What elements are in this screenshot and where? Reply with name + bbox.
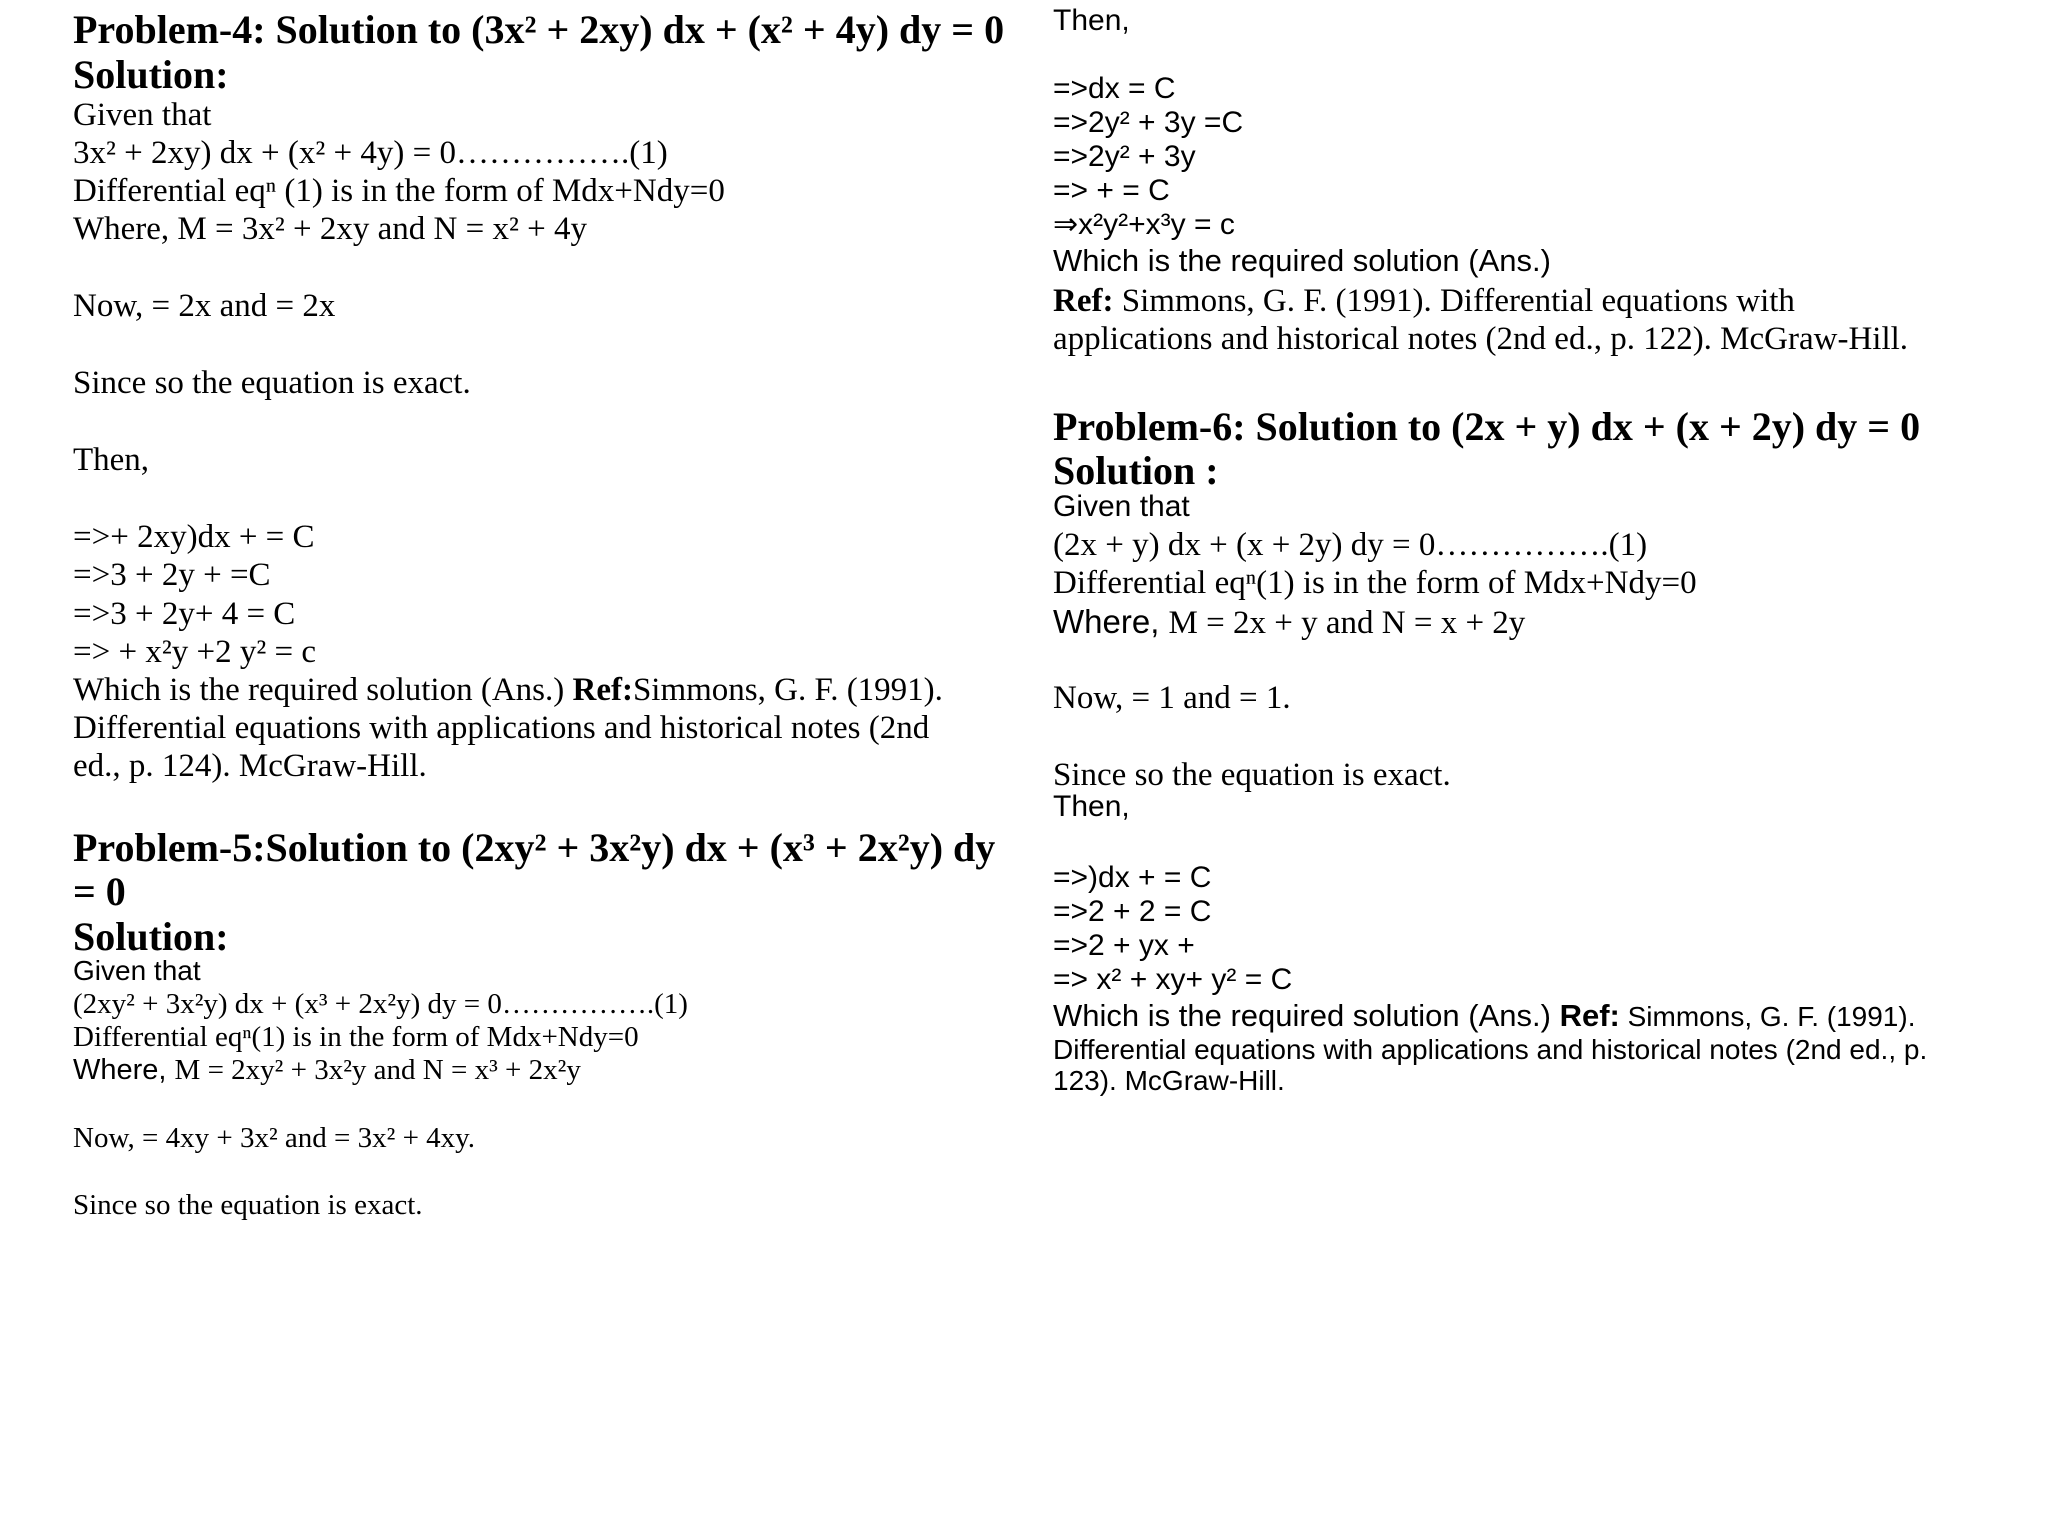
problem4-given: Given that (73, 97, 212, 133)
problem6-given: Given that (1053, 490, 1190, 523)
problem5-step: => + = C (1053, 174, 1170, 207)
where-rest: M = 2xy² + 3x²y and N = x³ + 2x²y (174, 1054, 581, 1086)
problem5-step: =>2y² + 3y =C (1053, 106, 1244, 139)
problem5-then: Then, (1053, 4, 1130, 37)
problem4-answer (73, 674, 943, 707)
ref-text: Simmons, G. F. (1991). Differential equations with (1113, 283, 1795, 319)
problem4-where: Where, M = 3x² + 2xy and N = x² + 4y (73, 211, 587, 247)
problem4-ref-cont: ed., p. 124). McGraw-Hill. (73, 748, 427, 784)
problem4-step: =>+ 2xy)dx + = C (73, 519, 315, 555)
problem6-step: => x² + xy+ y² = C (1053, 963, 1293, 996)
problem6-solution-label: Solution : (1053, 448, 1219, 493)
problem6-step: =>2 + yx + (1053, 929, 1195, 962)
ref-text: Simmons, G. F. (1991). (632, 672, 943, 708)
problem5-where (73, 1056, 581, 1085)
problem6-title: Problem-6: Solution to (2x + y) dx + (x + 2y) dy = 0 (1053, 404, 1921, 449)
where-rest: M = 2x + y and N = x + 2y (1168, 605, 1526, 641)
problem5-title-cont: = 0 (73, 869, 126, 914)
answer-text: Which is the required solution (Ans.) (73, 672, 573, 708)
where-label: Where, (73, 1054, 175, 1086)
problem6-now: Now, = 1 and = 1. (1053, 680, 1291, 716)
problem4-now: Now, = 2x and = 2x (73, 288, 336, 324)
problem5-ref-cont: applications and historical notes (2nd ed., p. 122). McGraw-Hill. (1053, 321, 1909, 357)
ref-label: Ref: (1053, 283, 1114, 319)
problem5-step: =>dx = C (1053, 72, 1176, 105)
where-label: Where, (1053, 603, 1169, 640)
problem4-step: =>3 + 2y + =C (73, 557, 271, 593)
problem6-since: Since so the equation is exact. (1053, 757, 1451, 793)
problem6-equation: (2x + y) dx + (x + 2y) dy = 0…………….(1) (1053, 527, 1648, 563)
problem6-then: Then, (1053, 790, 1130, 823)
problem4-title: Problem-4: Solution to (3x² + 2xy) dx + (x² + 4y) dy = 0 (73, 7, 1005, 52)
problem5-ref (1053, 285, 1795, 318)
ref-text: Simmons, G. F. (1991). (1619, 1001, 1916, 1032)
problem6-ref-cont: Differential equations with applications and historical notes (2nd ed., p. (1053, 1034, 1928, 1065)
problem5-form: Differential eqⁿ(1) is in the form of Mdx+Ndy=0 (73, 1021, 639, 1053)
problem4-form: Differential eqⁿ (1) is in the form of Mdx+Ndy=0 (73, 173, 725, 209)
problem5-given: Given that (73, 955, 201, 986)
problem4-then: Then, (73, 442, 150, 478)
problem5-now: Now, = 4xy + 3x² and = 3x² + 4xy. (73, 1122, 476, 1154)
problem4-step: =>3 + 2y+ 4 = C (73, 596, 296, 632)
problem6-where (1053, 605, 1525, 640)
problem4-ref-cont: Differential equations with applications and historical notes (2nd (73, 710, 930, 746)
problem4-step: => + x²y +2 y² = c (73, 634, 316, 670)
ref-label: Ref: (572, 672, 633, 708)
problem5-title: Problem-5:Solution to (2xy² + 3x²y) dx + (x³ + 2x²y) dy (73, 825, 996, 870)
problem6-form: Differential eqⁿ(1) is in the form of Mdx+Ndy=0 (1053, 565, 1697, 601)
problem5-step: ⇒x²y²+x³y = c (1053, 208, 1235, 241)
ref-label: Ref: (1559, 998, 1620, 1033)
problem6-step: =>2 + 2 = C (1053, 895, 1212, 928)
problem5-since: Since so the equation is exact. (73, 1189, 423, 1221)
problem6-answer (1053, 1000, 1915, 1031)
problem5-step: =>2y² + 3y (1053, 140, 1196, 173)
problem4-equation: 3x² + 2xy) dx + (x² + 4y) = 0…………….(1) (73, 135, 668, 171)
problem6-step: =>)dx + = C (1053, 861, 1212, 894)
problem4-since: Since so the equation is exact. (73, 365, 471, 401)
problem5-equation: (2xy² + 3x²y) dx + (x³ + 2x²y) dy = 0…………….(1) (73, 988, 688, 1020)
answer-text: Which is the required solution (Ans.) (1053, 998, 1560, 1033)
problem5-solution-label: Solution: (73, 914, 229, 959)
problem4-solution-label: Solution: (73, 52, 229, 97)
problem5-answer: Which is the required solution (Ans.) (1053, 243, 1551, 278)
problem6-ref-cont: 123). McGraw-Hill. (1053, 1065, 1285, 1096)
